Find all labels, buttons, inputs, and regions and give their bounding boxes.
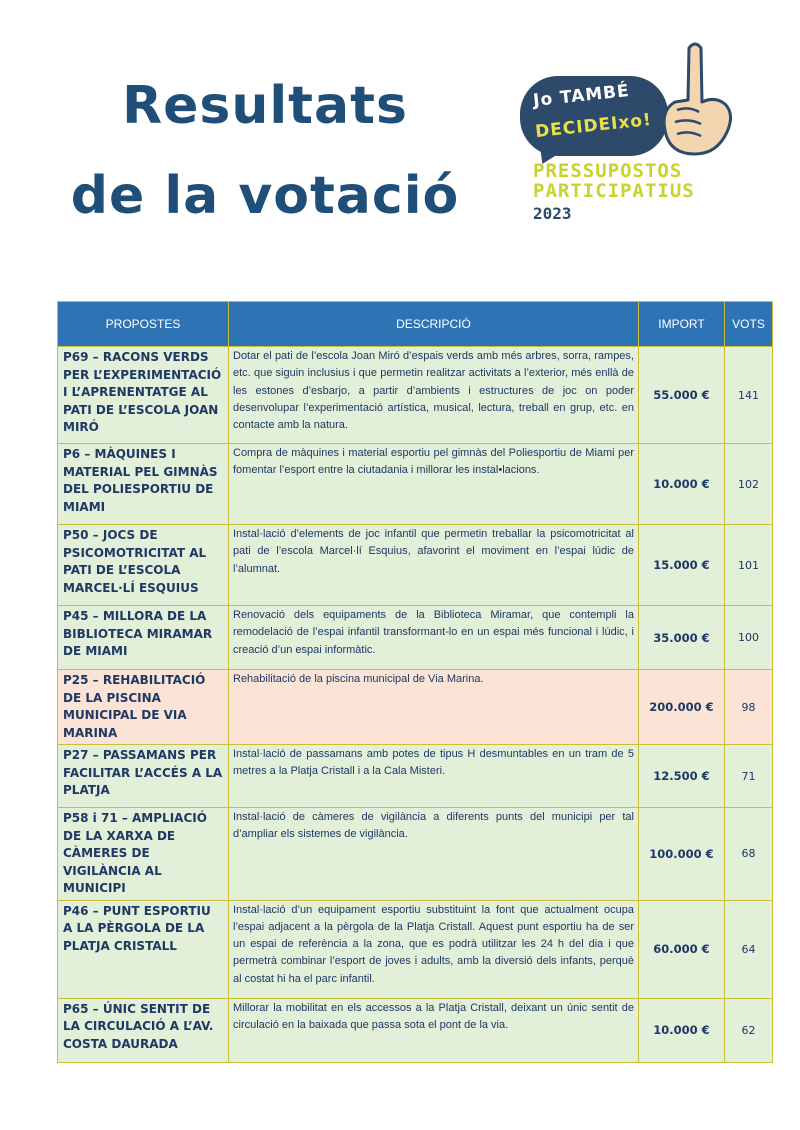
results-table: [57, 301, 773, 1063]
description-cell: Instal·lació de càmeres de vigilància a diferents punts del municipi per tal d’ampliar els sistemes de vigilància.: [229, 808, 639, 901]
proposal-cell: P27 – PASSAMANS PER FACILITAR L’ACCÉS A LA PLATJA: [58, 745, 229, 808]
proposal-cell: P69 – RACONS VERDS PER L’EXPERIMENTACIÓ I L’APRENENTATGE AL PATI DE L’ESCOLA JOAN MIRÓ: [58, 347, 229, 444]
header-votes: VOTS: [725, 302, 773, 347]
proposal-cell: P50 – JOCS DE PSICOMOTRICITAT AL PATI DE L’ESCOLA MARCEL·LÍ ESQUIUS: [58, 525, 229, 606]
votes-cell: 101: [725, 525, 773, 606]
logo-text-line-3: PRESSUPOSTOS: [533, 160, 683, 182]
amount-cell: 35.000 €: [639, 606, 725, 670]
proposal-cell: P6 – MÀQUINES I MATERIAL PEL GIMNÀS DEL POLIESPORTIU DE MIAMI: [58, 444, 229, 525]
amount-cell: 55.000 €: [639, 347, 725, 444]
participatory-budget-logo: [505, 38, 745, 238]
amount-cell: 100.000 €: [639, 808, 725, 901]
proposal-cell: P45 – MILLORA DE LA BIBLIOTECA MIRAMAR DE MIAMI: [58, 606, 229, 670]
table-row: [58, 525, 773, 606]
amount-cell: 10.000 €: [639, 998, 725, 1062]
description-cell: Instal·lació d’un equipament esportiu substituint la font que actualment ocupa l’espai adjacent a la pèrgola de la Platja Cristall. Aquest punt esportiu ha de ser un espai de referència a la zona, que es podrà utilitzar les 24 h del dia i que permetrà combinar l’esport de joves i adults, amb la diversió dels infants, perquè al costat hi ha el parc infantil.: [229, 900, 639, 998]
logo-text-line-4: PARTICIPATIUS: [533, 180, 695, 202]
header-amount: IMPORT: [639, 302, 725, 347]
table-row: [58, 998, 773, 1062]
votes-cell: 62: [725, 998, 773, 1062]
proposal-cell: P25 – REHABILITACIÓ DE LA PISCINA MUNICIPAL DE VIA MARINA: [58, 670, 229, 745]
votes-cell: 102: [725, 444, 773, 525]
amount-cell: 60.000 €: [639, 900, 725, 998]
amount-cell: 10.000 €: [639, 444, 725, 525]
amount-cell: 15.000 €: [639, 525, 725, 606]
description-cell: Compra de màquines i material esportiu pel gimnàs del Poliesportiu de Miami per fomentar l’esport entre la ciutadania i millorar les instal•lacions.: [229, 444, 639, 525]
votes-cell: 141: [725, 347, 773, 444]
page-title-line-1: Resultats: [122, 76, 408, 136]
votes-cell: 71: [725, 745, 773, 808]
table-header-row: [58, 302, 773, 347]
description-cell: Renovació dels equipaments de la Biblioteca Miramar, que contempli la remodelació de l’espai infantil transformant-lo en un espai més funcional i lúdic, i creació d’un espai informàtic.: [229, 606, 639, 670]
table-row: [58, 808, 773, 901]
table-row: [58, 745, 773, 808]
table-row: [58, 606, 773, 670]
header-description: DESCRIPCIÓ: [229, 302, 639, 347]
proposal-cell: P65 – ÚNIC SENTIT DE LA CIRCULACIÓ A L’AV. COSTA DAURADA: [58, 998, 229, 1062]
proposal-cell: P58 i 71 – AMPLIACIÓ DE LA XARXA DE CÀMERES DE VIGILÀNCIA AL MUNICIPI: [58, 808, 229, 901]
votes-cell: 98: [725, 670, 773, 745]
description-cell: Instal·lació d’elements de joc infantil que permetin treballar la psicomotricitat al pati de l’escola Marcel·lí Esquius, afavorint el moviment en l’espai lúdic de l’alumnat.: [229, 525, 639, 606]
table-row: [58, 347, 773, 444]
votes-cell: 68: [725, 808, 773, 901]
table-row: [58, 900, 773, 998]
votes-cell: 100: [725, 606, 773, 670]
logo-text-line-2: DECIDEIxo!: [534, 109, 653, 143]
table-row: [58, 670, 773, 745]
votes-cell: 64: [725, 900, 773, 998]
amount-cell: 12.500 €: [639, 745, 725, 808]
logo-year: 2023: [533, 204, 572, 223]
amount-cell: 200.000 €: [639, 670, 725, 745]
logo-text-line-1: Jo TAMBÉ: [532, 80, 631, 112]
raised-hand-icon: [655, 40, 735, 158]
description-cell: Rehabilitació de la piscina municipal de Via Marina.: [229, 670, 639, 745]
description-cell: Dotar el pati de l’escola Joan Miró d’espais verds amb més arbres, sorra, rampes, etc. que siguin inclusius i que permetin realitzar activitats a l’exterior, més enllà de les estones d’esbarjo, a partir d’ambients i estructures de joc on poder desenvolupar l’experimentació artística, musical, lectura, treball en grup, etc. en contacte amb la natura.: [229, 347, 639, 444]
description-cell: Instal·lació de passamans amb potes de tipus H desmuntables en un tram de 5 metres a la Platja Cristall i a la Cala Misteri.: [229, 745, 639, 808]
table-row: [58, 444, 773, 525]
description-cell: Millorar la mobilitat en els accessos a la Platja Cristall, deixant un únic sentit de circulació en la baixada que passa sota el pont de la via.: [229, 998, 639, 1062]
page-title-line-2: de la votació: [70, 166, 460, 226]
proposal-cell: P46 – PUNT ESPORTIU A LA PÈRGOLA DE LA PLATJA CRISTALL: [58, 900, 229, 998]
header-proposals: PROPOSTES: [58, 302, 229, 347]
